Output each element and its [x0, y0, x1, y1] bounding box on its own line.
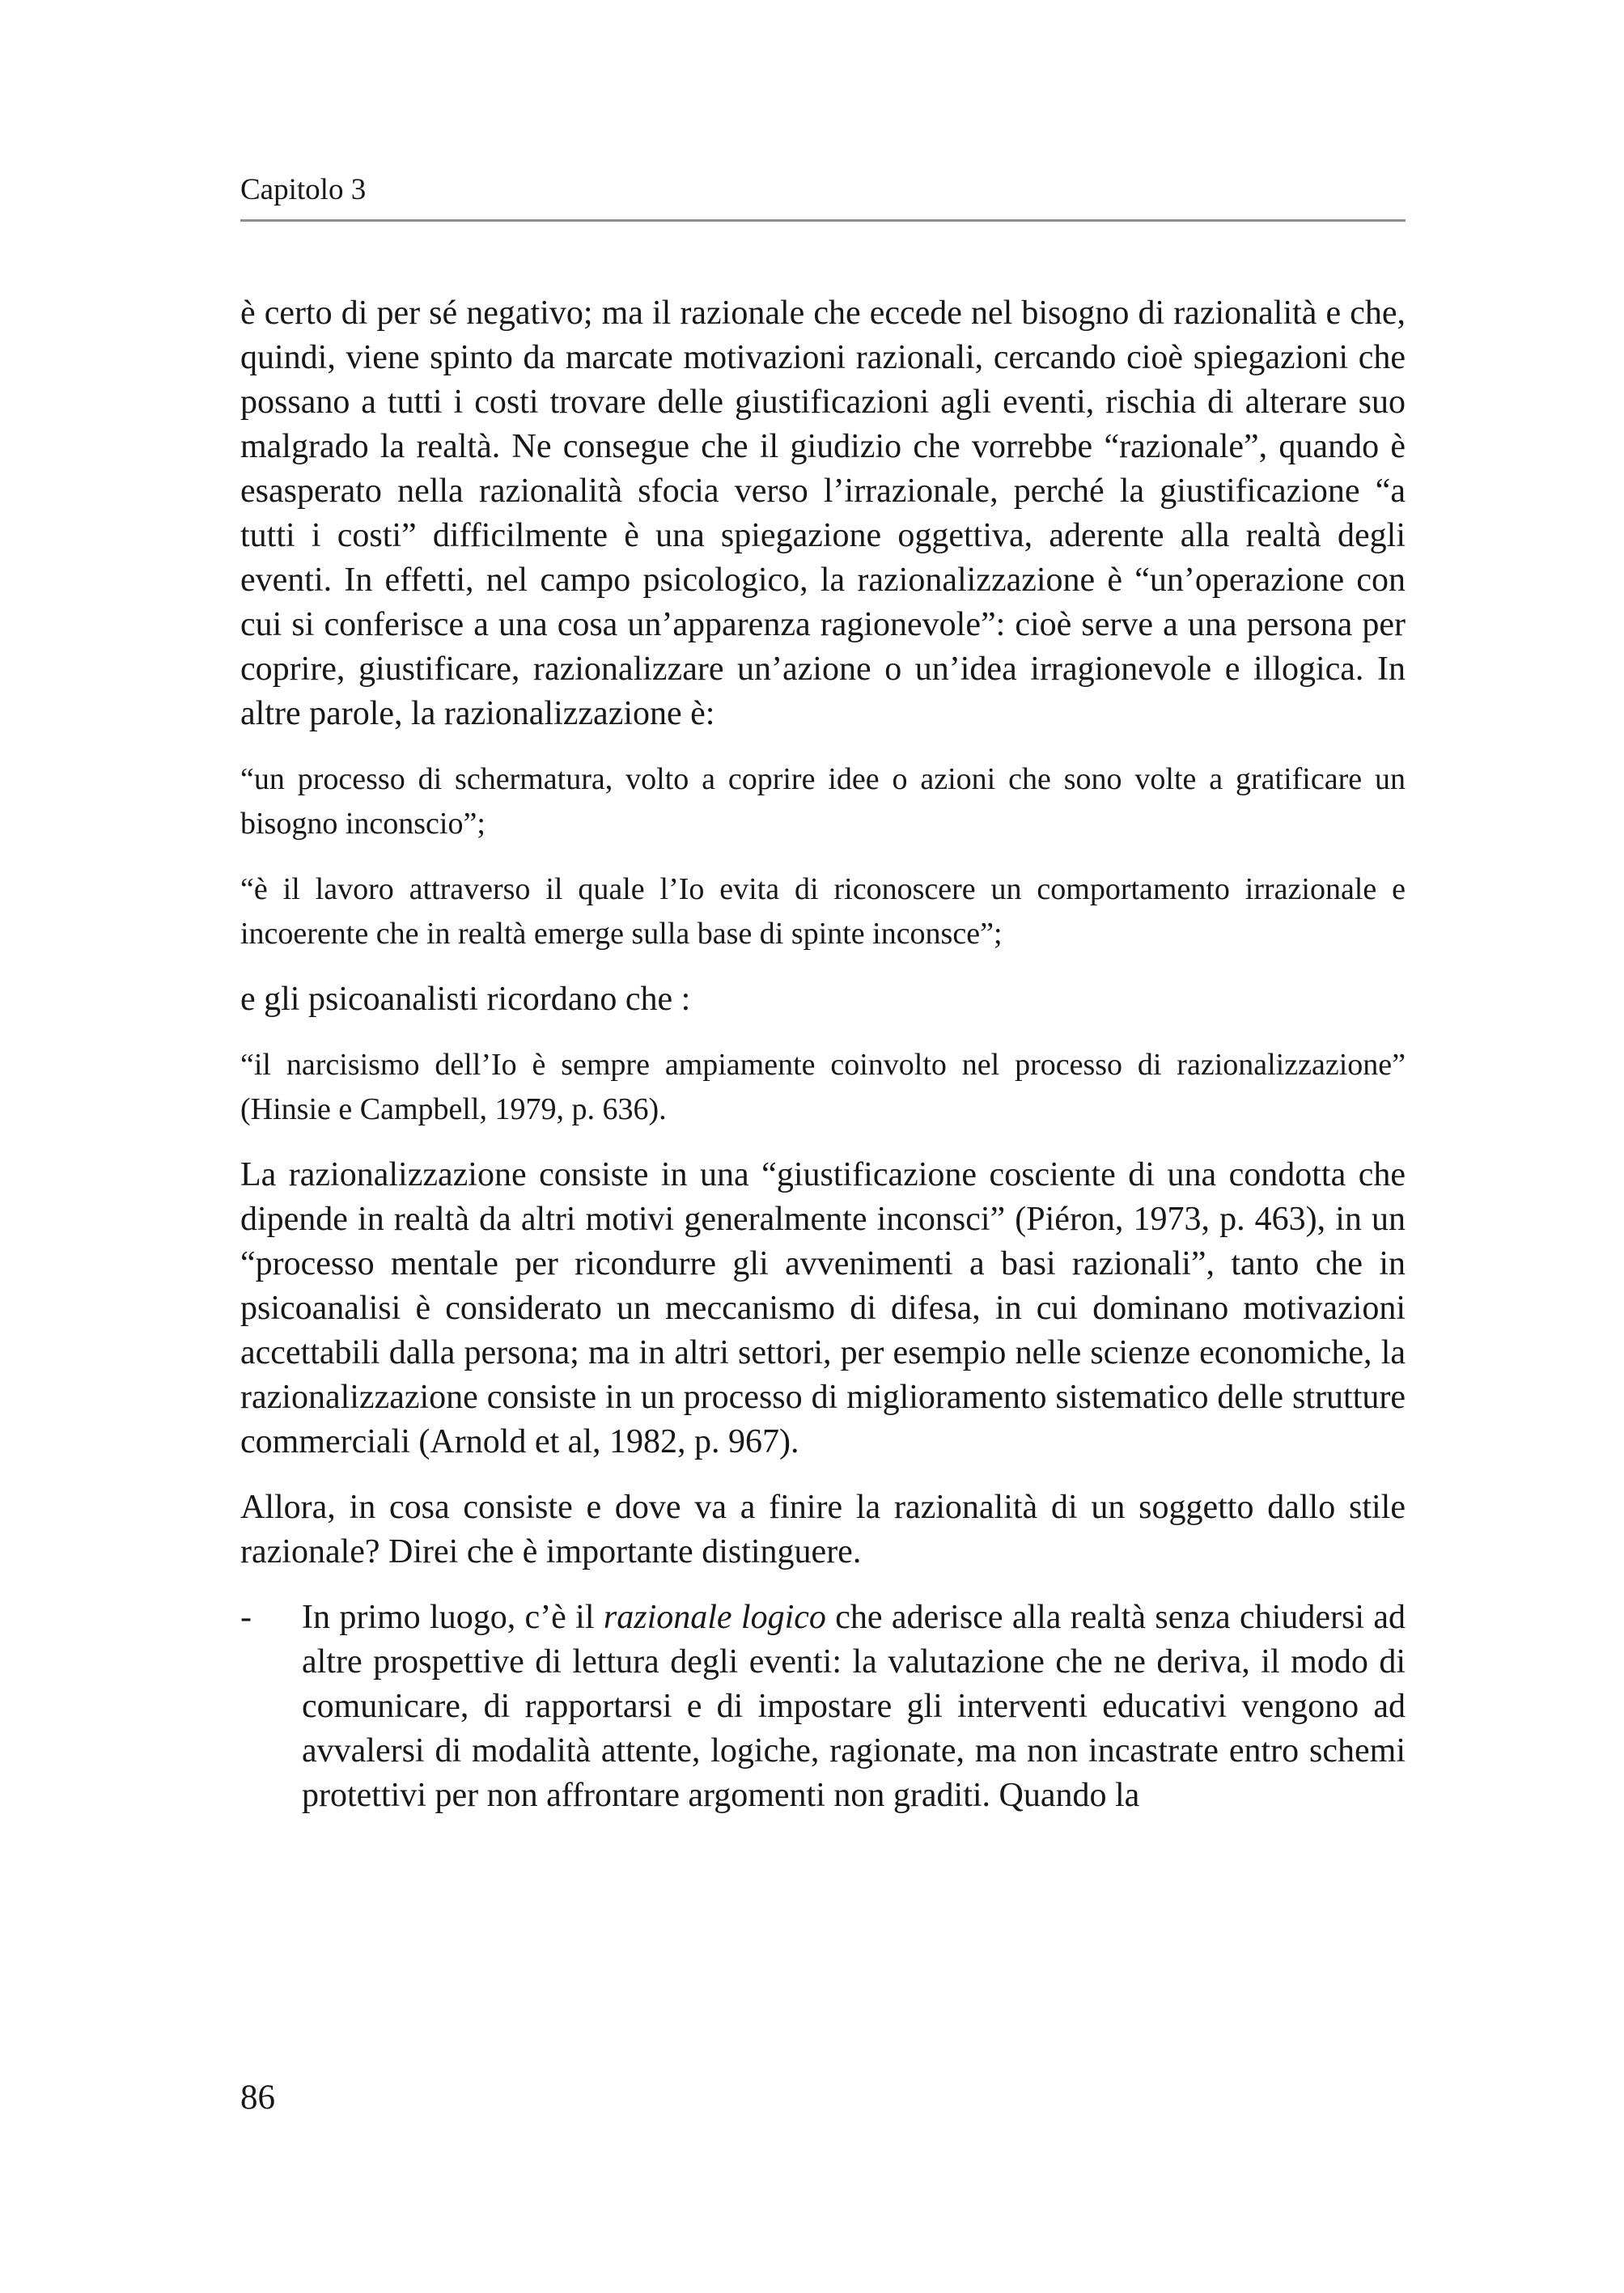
page-header — [240, 174, 1406, 222]
rationalization-paragraph: La razionalizzazione consiste in una “giustificazione cosciente di una condotta che dipende in realtà da altri motivi generalmente inconsci” (Piéron, 1973, p. 463), in un “processo mentale per ricondurre gli avvenimenti a basi razionali”, tanto che in psicoanalisi è considerato un meccanismo di difesa, in cui dominano motivazioni accettabili dalla persona; ma in altri settori, per esempio nelle scienze economiche, la razionalizzazione consiste in un processo di miglioramento sistematico delle strutture commerciali (Arnold et al, 1982, p. 967). — [240, 1156, 1406, 1460]
intro-paragraph: è certo di per sé negativo; ma il razionale che eccede nel bisogno di razionalità e che, quindi, viene spinto da marcate motivazioni razionali, cercando cioè spiegazioni che possano a tutti i costi trovare delle giustificazioni agli eventi, rischia di alterare suo malgrado la realtà. Ne consegue che il giudizio che vorrebbe “razionale”, quando è esasperato nella razionalità sfocia verso l’irrazionale, perché la giustificazione “a tutti i costi” difficilmente è una spiegazione oggettiva, aderente alla realtà degli eventi. In effetti, nel campo psicologico, la razionalizzazione è “un’operazione con cui si conferisce a una cosa un’apparenza ragionevole”: cioè serve a una persona per coprire, giustificare, razionalizzare un’azione o un’idea irragionevole e illogica. In altre parole, la razionalizzazione è: — [240, 295, 1406, 732]
list-text-before-italic: In primo luogo, c’è il — [302, 1599, 604, 1636]
list-item — [240, 1596, 1406, 1818]
running-head: Capitolo 3 — [240, 173, 367, 206]
page-number: 86 — [240, 2079, 275, 2117]
question-paragraph: Allora, in cosa consiste e dove va a finire la razionalità di un soggetto dallo stile razionale? Direi che è importante distinguere. — [240, 1489, 1406, 1570]
list-text-after-italic: che aderisce alla realtà senza chiudersi ad altre prospettive di lettura degli eventi: la valutazione che ne deriva, il modo di comunicare, di rapportarsi e di impostare gli interventi educativi vengono ad avvalersi di modalità attente, logiche, ragionate, ma non incastrate entro schemi protettivi per non affrontare argomenti non graditi. Quando la — [302, 1599, 1406, 1814]
list-item-text — [302, 1596, 1406, 1818]
block-quote-1: “un processo di schermatura, volto a coprire idee o azioni che sono volte a gratificare un bisogno inconscio”; — [240, 762, 1406, 841]
block-quote-2: “è il lavoro attraverso il quale l’Io evita di riconoscere un comportamento irrazionale e incoerente che in realtà emerge sulla base di spinte inconsce”; — [240, 872, 1406, 951]
lead-in-paragraph: e gli psicoanalisti ricordano che : — [240, 981, 691, 1018]
list-bullet: - — [240, 1599, 252, 1636]
page-body — [240, 291, 1406, 1818]
block-quote-3: “il narcisismo dell’Io è sempre ampiamente coinvolto nel processo di razionalizzazione” (Hinsie e Campbell, 1979, p. 636). — [240, 1048, 1406, 1126]
list-text-italic: razionale logico — [603, 1599, 826, 1636]
header-rule — [240, 219, 1406, 222]
